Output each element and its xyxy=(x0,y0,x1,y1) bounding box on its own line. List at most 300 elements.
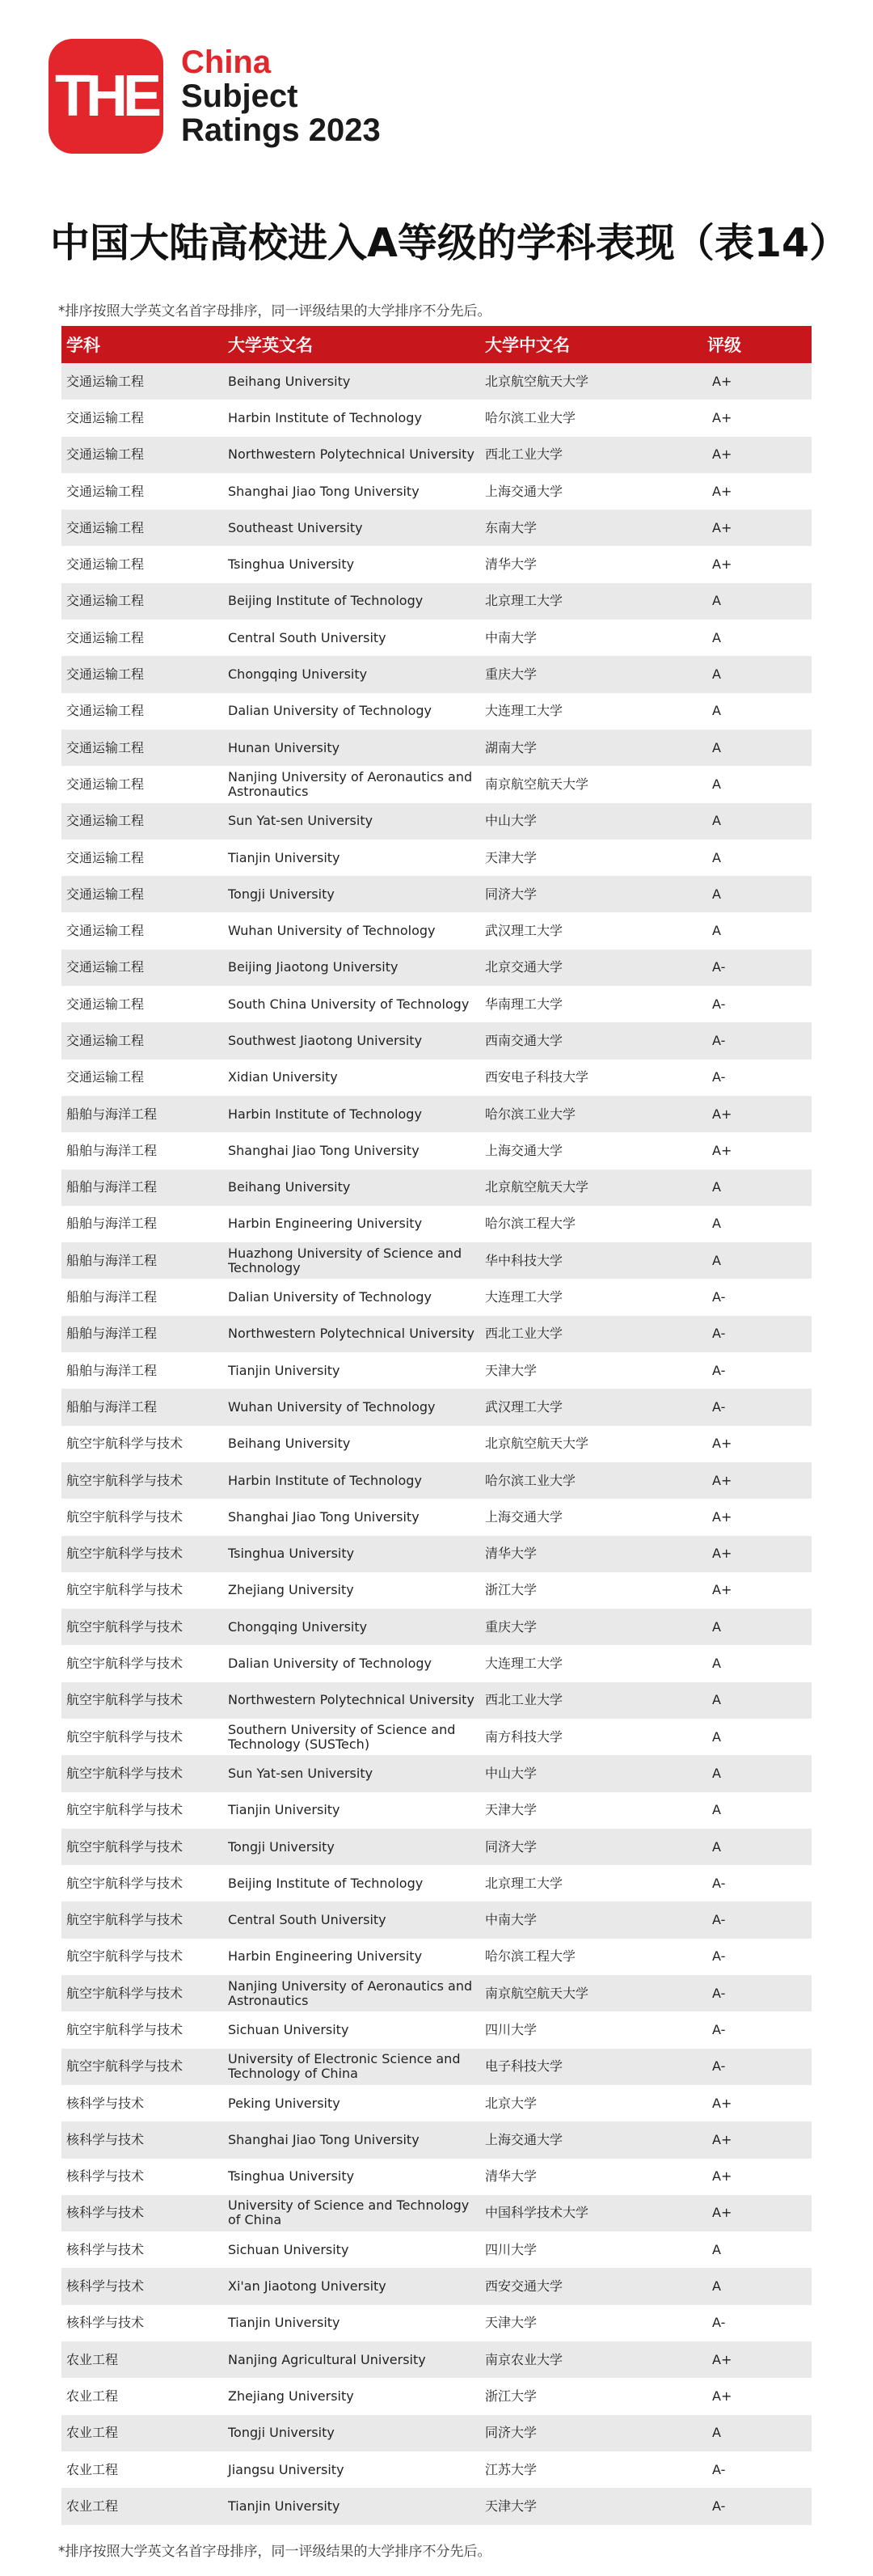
english-name-cell: Nanjing Agricultural University xyxy=(223,2341,480,2378)
rating-cell: A xyxy=(702,840,812,876)
subject-cell: 船舶与海洋工程 xyxy=(61,1389,223,1425)
subject-cell: 交通运输工程 xyxy=(61,950,223,986)
header-subject: 学科 xyxy=(61,326,223,363)
subject-cell: 交通运输工程 xyxy=(61,363,223,400)
rating-cell: A+ xyxy=(702,2341,812,2378)
table-row xyxy=(61,1352,812,1389)
rating-cell: A+ xyxy=(702,2085,812,2121)
table-row xyxy=(61,986,812,1022)
chinese-name-cell: 哈尔滨工业大学 xyxy=(480,1096,702,1132)
rating-cell: A+ xyxy=(702,1132,812,1169)
english-name-cell: Beijing Institute of Technology xyxy=(223,1865,480,1901)
english-name-cell: South China University of Technology xyxy=(223,986,480,1022)
rating-cell: A xyxy=(702,2268,812,2304)
subject-cell: 农业工程 xyxy=(61,2341,223,2378)
table-row xyxy=(61,1499,812,1535)
chinese-name-cell: 清华大学 xyxy=(480,2159,702,2195)
subject-cell: 船舶与海洋工程 xyxy=(61,1279,223,1315)
subject-cell: 船舶与海洋工程 xyxy=(61,1132,223,1169)
table-row xyxy=(61,656,812,692)
chinese-name-cell: 华中科技大学 xyxy=(480,1242,702,1279)
rating-cell: A xyxy=(702,730,812,766)
rating-cell: A xyxy=(702,1792,812,1829)
english-name-cell: Beijing Jiaotong University xyxy=(223,950,480,986)
rating-cell: A xyxy=(702,1609,812,1645)
chinese-name-cell: 东南大学 xyxy=(480,510,702,546)
english-name-cell: Tongji University xyxy=(223,1829,480,1865)
rating-cell: A- xyxy=(702,1901,812,1938)
subject-cell: 交通运输工程 xyxy=(61,1022,223,1059)
rating-cell: A+ xyxy=(702,363,812,400)
rating-cell: A+ xyxy=(702,546,812,582)
chinese-name-cell: 南方科技大学 xyxy=(480,1719,702,1755)
rating-cell: A xyxy=(702,1206,812,1242)
chinese-name-cell: 浙江大学 xyxy=(480,2378,702,2414)
chinese-name-cell: 南京航空航天大学 xyxy=(480,1975,702,2011)
chinese-name-cell: 大连理工大学 xyxy=(480,693,702,730)
subject-cell: 交通运输工程 xyxy=(61,510,223,546)
chinese-name-cell: 大连理工大学 xyxy=(480,1279,702,1315)
english-name-cell: Tianjin University xyxy=(223,1792,480,1829)
chinese-name-cell: 同济大学 xyxy=(480,2415,702,2451)
english-name-cell: Tongji University xyxy=(223,2415,480,2451)
table-row xyxy=(61,363,812,400)
english-name-cell: Dalian University of Technology xyxy=(223,693,480,730)
rating-cell: A xyxy=(702,1755,812,1791)
rating-cell: A- xyxy=(702,2305,812,2341)
english-name-cell: Shanghai Jiao Tong University xyxy=(223,1499,480,1535)
subject-cell: 核科学与技术 xyxy=(61,2268,223,2304)
table-row xyxy=(61,1682,812,1719)
table-row xyxy=(61,546,812,582)
table-row xyxy=(61,2378,812,2414)
header-english-name: 大学英文名 xyxy=(223,326,480,363)
english-name-cell: University of Electronic Science and Technology of China xyxy=(223,2049,480,2085)
table-row xyxy=(61,2159,812,2195)
subject-cell: 航空宇航科学与技术 xyxy=(61,1719,223,1755)
chinese-name-cell: 浙江大学 xyxy=(480,1572,702,1609)
table-row xyxy=(61,473,812,510)
rating-cell: A- xyxy=(702,2011,812,2048)
chinese-name-cell: 清华大学 xyxy=(480,1536,702,1572)
chinese-name-cell: 武汉理工大学 xyxy=(480,912,702,949)
subject-cell: 交通运输工程 xyxy=(61,803,223,840)
chinese-name-cell: 天津大学 xyxy=(480,1352,702,1389)
english-name-cell: Tsinghua University xyxy=(223,1536,480,1572)
chinese-name-cell: 北京航空航天大学 xyxy=(480,1170,702,1206)
chinese-name-cell: 西北工业大学 xyxy=(480,1316,702,1352)
chinese-name-cell: 中南大学 xyxy=(480,620,702,656)
table-row xyxy=(61,2268,812,2304)
english-name-cell: Northwestern Polytechnical University xyxy=(223,437,480,473)
chinese-name-cell: 北京交通大学 xyxy=(480,950,702,986)
rating-cell: A xyxy=(702,656,812,692)
table-row xyxy=(61,1206,812,1242)
chinese-name-cell: 上海交通大学 xyxy=(480,2121,702,2158)
english-name-cell: Harbin Engineering University xyxy=(223,1206,480,1242)
subject-cell: 船舶与海洋工程 xyxy=(61,1316,223,1352)
english-name-cell: Chongqing University xyxy=(223,656,480,692)
table-row xyxy=(61,1829,812,1865)
rating-cell: A- xyxy=(702,950,812,986)
table-row xyxy=(61,2415,812,2451)
subject-cell: 船舶与海洋工程 xyxy=(61,1242,223,1279)
table-row xyxy=(61,1865,812,1901)
table-row xyxy=(61,510,812,546)
subject-cell: 航空宇航科学与技术 xyxy=(61,1901,223,1938)
subject-cell: 交通运输工程 xyxy=(61,656,223,692)
brand-line-3: Ratings 2023 xyxy=(181,112,381,148)
english-name-cell: Sichuan University xyxy=(223,2231,480,2268)
english-name-cell: Tongji University xyxy=(223,876,480,912)
chinese-name-cell: 上海交通大学 xyxy=(480,473,702,510)
table-row xyxy=(61,2305,812,2341)
chinese-name-cell: 中山大学 xyxy=(480,803,702,840)
rating-cell: A- xyxy=(702,1279,812,1315)
rating-cell: A+ xyxy=(702,1536,812,1572)
table-row xyxy=(61,1242,812,1279)
english-name-cell: Tsinghua University xyxy=(223,2159,480,2195)
ratings-table xyxy=(61,326,812,2525)
table-row xyxy=(61,840,812,876)
english-name-cell: Tsinghua University xyxy=(223,546,480,582)
rating-cell: A+ xyxy=(702,2159,812,2195)
chinese-name-cell: 江苏大学 xyxy=(480,2451,702,2488)
table-row xyxy=(61,1939,812,1975)
rating-cell: A+ xyxy=(702,2195,812,2231)
chinese-name-cell: 重庆大学 xyxy=(480,1609,702,1645)
chinese-name-cell: 清华大学 xyxy=(480,546,702,582)
subject-cell: 航空宇航科学与技术 xyxy=(61,1645,223,1681)
english-name-cell: Jiangsu University xyxy=(223,2451,480,2488)
english-name-cell: Peking University xyxy=(223,2085,480,2121)
rating-cell: A xyxy=(702,693,812,730)
rating-cell: A- xyxy=(702,1389,812,1425)
subject-cell: 船舶与海洋工程 xyxy=(61,1170,223,1206)
chinese-name-cell: 西北工业大学 xyxy=(480,1682,702,1719)
english-name-cell: University of Science and Technology of China xyxy=(223,2195,480,2231)
table-row xyxy=(61,2085,812,2121)
rating-cell: A- xyxy=(702,1022,812,1059)
subject-cell: 航空宇航科学与技术 xyxy=(61,1755,223,1791)
table-row xyxy=(61,1462,812,1499)
table-row xyxy=(61,693,812,730)
chinese-name-cell: 哈尔滨工程大学 xyxy=(480,1206,702,1242)
subject-cell: 农业工程 xyxy=(61,2451,223,2488)
header-chinese-name: 大学中文名 xyxy=(480,326,702,363)
chinese-name-cell: 中国科学技术大学 xyxy=(480,2195,702,2231)
subject-cell: 交通运输工程 xyxy=(61,620,223,656)
chinese-name-cell: 华南理工大学 xyxy=(480,986,702,1022)
english-name-cell: Shanghai Jiao Tong University xyxy=(223,2121,480,2158)
rating-cell: A+ xyxy=(702,1462,812,1499)
subject-cell: 交通运输工程 xyxy=(61,730,223,766)
subject-cell: 航空宇航科学与技术 xyxy=(61,1939,223,1975)
subject-cell: 交通运输工程 xyxy=(61,583,223,620)
chinese-name-cell: 同济大学 xyxy=(480,1829,702,1865)
english-name-cell: Southern University of Science and Technology (SUSTech) xyxy=(223,1719,480,1755)
rating-cell: A xyxy=(702,876,812,912)
chinese-name-cell: 西北工业大学 xyxy=(480,437,702,473)
rating-cell: A xyxy=(702,766,812,802)
rating-cell: A xyxy=(702,912,812,949)
english-name-cell: Nanjing University of Aeronautics and Astronautics xyxy=(223,1975,480,2011)
chinese-name-cell: 北京理工大学 xyxy=(480,1865,702,1901)
english-name-cell: Southeast University xyxy=(223,510,480,546)
rating-cell: A+ xyxy=(702,473,812,510)
rating-cell: A- xyxy=(702,1865,812,1901)
table-row xyxy=(61,1389,812,1425)
table-row xyxy=(61,2011,812,2048)
chinese-name-cell: 西安交通大学 xyxy=(480,2268,702,2304)
subject-cell: 船舶与海洋工程 xyxy=(61,1206,223,1242)
rating-cell: A- xyxy=(702,1316,812,1352)
rating-cell: A+ xyxy=(702,510,812,546)
rating-cell: A xyxy=(702,1719,812,1755)
table-row xyxy=(61,1901,812,1938)
chinese-name-cell: 同济大学 xyxy=(480,876,702,912)
english-name-cell: Northwestern Polytechnical University xyxy=(223,1682,480,1719)
english-name-cell: Harbin Engineering University xyxy=(223,1939,480,1975)
subject-cell: 核科学与技术 xyxy=(61,2121,223,2158)
rating-cell: A+ xyxy=(702,1426,812,1462)
rating-cell: A- xyxy=(702,2451,812,2488)
table-row xyxy=(61,2195,812,2231)
english-name-cell: Harbin Institute of Technology xyxy=(223,1096,480,1132)
rating-cell: A- xyxy=(702,1975,812,2011)
subject-cell: 船舶与海洋工程 xyxy=(61,1352,223,1389)
rating-cell: A xyxy=(702,1170,812,1206)
rating-cell: A xyxy=(702,2231,812,2268)
table-row xyxy=(61,1279,812,1315)
rating-cell: A xyxy=(702,1682,812,1719)
subject-cell: 航空宇航科学与技术 xyxy=(61,1572,223,1609)
english-name-cell: Huazhong University of Science and Technology xyxy=(223,1242,480,1279)
english-name-cell: Wuhan University of Technology xyxy=(223,912,480,949)
rating-cell: A+ xyxy=(702,2121,812,2158)
subject-cell: 船舶与海洋工程 xyxy=(61,1096,223,1132)
table-row xyxy=(61,803,812,840)
chinese-name-cell: 哈尔滨工程大学 xyxy=(480,1939,702,1975)
chinese-name-cell: 四川大学 xyxy=(480,2011,702,2048)
subject-cell: 航空宇航科学与技术 xyxy=(61,1426,223,1462)
chinese-name-cell: 上海交通大学 xyxy=(480,1499,702,1535)
table-row xyxy=(61,1426,812,1462)
rating-cell: A- xyxy=(702,1060,812,1096)
table-row xyxy=(61,1572,812,1609)
subject-cell: 航空宇航科学与技术 xyxy=(61,1462,223,1499)
english-name-cell: Chongqing University xyxy=(223,1609,480,1645)
table-row xyxy=(61,400,812,436)
english-name-cell: Wuhan University of Technology xyxy=(223,1389,480,1425)
subject-cell: 农业工程 xyxy=(61,2415,223,2451)
table-row xyxy=(61,912,812,949)
table-row xyxy=(61,2488,812,2524)
chinese-name-cell: 天津大学 xyxy=(480,2488,702,2524)
table-row xyxy=(61,2451,812,2488)
english-name-cell: Beihang University xyxy=(223,363,480,400)
subject-cell: 交通运输工程 xyxy=(61,1060,223,1096)
rating-cell: A- xyxy=(702,2488,812,2524)
english-name-cell: Tianjin University xyxy=(223,2305,480,2341)
table-row xyxy=(61,2049,812,2085)
subject-cell: 航空宇航科学与技术 xyxy=(61,1865,223,1901)
rating-cell: A+ xyxy=(702,1096,812,1132)
rating-cell: A+ xyxy=(702,1572,812,1609)
chinese-name-cell: 电子科技大学 xyxy=(480,2049,702,2085)
english-name-cell: Shanghai Jiao Tong University xyxy=(223,1132,480,1169)
table-row xyxy=(61,583,812,620)
chinese-name-cell: 大连理工大学 xyxy=(480,1645,702,1681)
subject-cell: 交通运输工程 xyxy=(61,876,223,912)
english-name-cell: Xidian University xyxy=(223,1060,480,1096)
the-logo-mark: THE xyxy=(48,39,163,154)
table-row xyxy=(61,1975,812,2011)
subject-cell: 交通运输工程 xyxy=(61,473,223,510)
subject-cell: 核科学与技术 xyxy=(61,2195,223,2231)
chinese-name-cell: 西南交通大学 xyxy=(480,1022,702,1059)
table-row xyxy=(61,1096,812,1132)
brand-wordmark xyxy=(181,45,381,147)
table-row xyxy=(61,1060,812,1096)
chinese-name-cell: 北京理工大学 xyxy=(480,583,702,620)
english-name-cell: Zhejiang University xyxy=(223,1572,480,1609)
subject-cell: 交通运输工程 xyxy=(61,766,223,802)
chinese-name-cell: 南京农业大学 xyxy=(480,2341,702,2378)
table-row xyxy=(61,1132,812,1169)
chinese-name-cell: 天津大学 xyxy=(480,840,702,876)
rating-cell: A xyxy=(702,583,812,620)
table-row xyxy=(61,437,812,473)
english-name-cell: Tianjin University xyxy=(223,1352,480,1389)
table-row xyxy=(61,2341,812,2378)
rating-cell: A+ xyxy=(702,400,812,436)
rating-cell: A- xyxy=(702,1939,812,1975)
english-name-cell: Shanghai Jiao Tong University xyxy=(223,473,480,510)
subject-cell: 航空宇航科学与技术 xyxy=(61,2011,223,2048)
page-title: 中国大陆高校进入A等级的学科表现（表14） xyxy=(50,220,850,266)
rating-cell: A xyxy=(702,1829,812,1865)
chinese-name-cell: 四川大学 xyxy=(480,2231,702,2268)
table-row xyxy=(61,766,812,802)
table-row xyxy=(61,950,812,986)
subject-cell: 农业工程 xyxy=(61,2378,223,2414)
rating-cell: A xyxy=(702,1242,812,1279)
english-name-cell: Sichuan University xyxy=(223,2011,480,2048)
english-name-cell: Xi'an Jiaotong University xyxy=(223,2268,480,2304)
english-name-cell: Central South University xyxy=(223,620,480,656)
english-name-cell: Beihang University xyxy=(223,1170,480,1206)
subject-cell: 航空宇航科学与技术 xyxy=(61,1975,223,2011)
chinese-name-cell: 天津大学 xyxy=(480,1792,702,1829)
subject-cell: 交通运输工程 xyxy=(61,840,223,876)
subject-cell: 航空宇航科学与技术 xyxy=(61,1536,223,1572)
table-row xyxy=(61,1609,812,1645)
table-row xyxy=(61,1755,812,1791)
subject-cell: 交通运输工程 xyxy=(61,693,223,730)
subject-cell: 航空宇航科学与技术 xyxy=(61,1609,223,1645)
english-name-cell: Harbin Institute of Technology xyxy=(223,1462,480,1499)
english-name-cell: Tianjin University xyxy=(223,840,480,876)
subject-cell: 航空宇航科学与技术 xyxy=(61,1829,223,1865)
english-name-cell: Beijing Institute of Technology xyxy=(223,583,480,620)
chinese-name-cell: 哈尔滨工业大学 xyxy=(480,400,702,436)
header-rating: 评级 xyxy=(702,326,812,363)
chinese-name-cell: 北京航空航天大学 xyxy=(480,363,702,400)
english-name-cell: Sun Yat-sen University xyxy=(223,803,480,840)
chinese-name-cell: 哈尔滨工业大学 xyxy=(480,1462,702,1499)
table-row xyxy=(61,1536,812,1572)
sorting-note-top: *排序按照大学英文名首字母排序，同一评级结果的大学排序不分先后。 xyxy=(58,303,491,319)
brand-line-1: China xyxy=(181,44,272,80)
rating-cell: A xyxy=(702,1645,812,1681)
english-name-cell: Tianjin University xyxy=(223,2488,480,2524)
table-row xyxy=(61,1645,812,1681)
table-header-row xyxy=(61,326,812,363)
brand-logo xyxy=(48,39,381,154)
english-name-cell: Beihang University xyxy=(223,1426,480,1462)
subject-cell: 交通运输工程 xyxy=(61,546,223,582)
brand-line-2: Subject xyxy=(181,78,298,114)
rating-cell: A xyxy=(702,2415,812,2451)
english-name-cell: Southwest Jiaotong University xyxy=(223,1022,480,1059)
english-name-cell: Hunan University xyxy=(223,730,480,766)
subject-cell: 交通运输工程 xyxy=(61,912,223,949)
table-row xyxy=(61,1022,812,1059)
sorting-note-bottom: *排序按照大学英文名首字母排序，同一评级结果的大学排序不分先后。 xyxy=(58,2544,491,2560)
table-row xyxy=(61,2231,812,2268)
subject-cell: 航空宇航科学与技术 xyxy=(61,2049,223,2085)
table-row xyxy=(61,1719,812,1755)
subject-cell: 航空宇航科学与技术 xyxy=(61,1792,223,1829)
table-row xyxy=(61,1792,812,1829)
table-row xyxy=(61,1170,812,1206)
english-name-cell: Nanjing University of Aeronautics and Astronautics xyxy=(223,766,480,802)
english-name-cell: Sun Yat-sen University xyxy=(223,1755,480,1791)
chinese-name-cell: 西安电子科技大学 xyxy=(480,1060,702,1096)
english-name-cell: Zhejiang University xyxy=(223,2378,480,2414)
chinese-name-cell: 中南大学 xyxy=(480,1901,702,1938)
chinese-name-cell: 天津大学 xyxy=(480,2305,702,2341)
subject-cell: 航空宇航科学与技术 xyxy=(61,1499,223,1535)
chinese-name-cell: 北京航空航天大学 xyxy=(480,1426,702,1462)
chinese-name-cell: 上海交通大学 xyxy=(480,1132,702,1169)
chinese-name-cell: 中山大学 xyxy=(480,1755,702,1791)
table-row xyxy=(61,620,812,656)
subject-cell: 航空宇航科学与技术 xyxy=(61,1682,223,1719)
subject-cell: 农业工程 xyxy=(61,2488,223,2524)
rating-cell: A- xyxy=(702,2049,812,2085)
rating-cell: A xyxy=(702,620,812,656)
rating-cell: A xyxy=(702,803,812,840)
rating-cell: A- xyxy=(702,1352,812,1389)
english-name-cell: Central South University xyxy=(223,1901,480,1938)
table-row xyxy=(61,1316,812,1352)
subject-cell: 交通运输工程 xyxy=(61,986,223,1022)
table-row xyxy=(61,2121,812,2158)
chinese-name-cell: 南京航空航天大学 xyxy=(480,766,702,802)
chinese-name-cell: 北京大学 xyxy=(480,2085,702,2121)
english-name-cell: Dalian University of Technology xyxy=(223,1279,480,1315)
subject-cell: 核科学与技术 xyxy=(61,2231,223,2268)
chinese-name-cell: 武汉理工大学 xyxy=(480,1389,702,1425)
subject-cell: 核科学与技术 xyxy=(61,2159,223,2195)
subject-cell: 交通运输工程 xyxy=(61,437,223,473)
subject-cell: 交通运输工程 xyxy=(61,400,223,436)
table-row xyxy=(61,876,812,912)
rating-cell: A+ xyxy=(702,1499,812,1535)
english-name-cell: Northwestern Polytechnical University xyxy=(223,1316,480,1352)
